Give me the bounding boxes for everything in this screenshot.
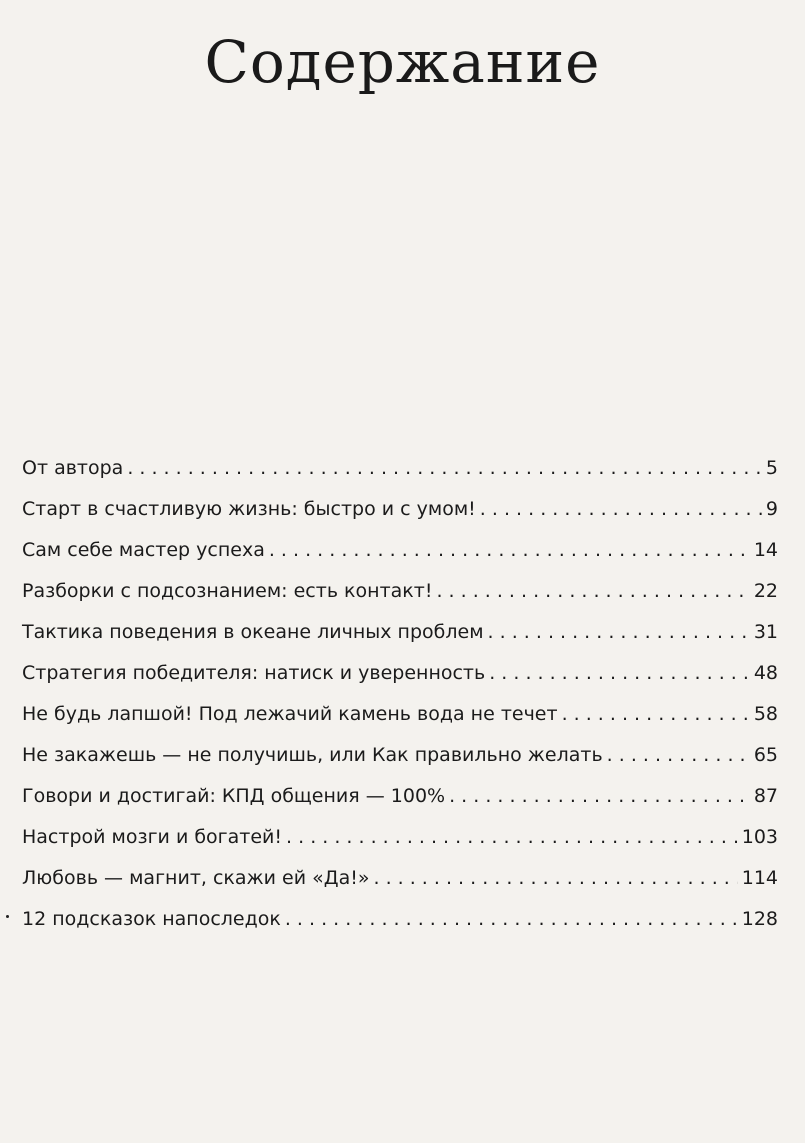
- toc-entry-page: 5: [765, 457, 778, 479]
- toc-entry: [22, 776, 778, 817]
- toc-entry: [22, 612, 778, 653]
- toc-entry-page: 31: [753, 621, 778, 643]
- toc-entry-title: 12 подсказок напоследок: [22, 908, 281, 930]
- toc-entry: [22, 448, 778, 489]
- toc-entry: [22, 653, 778, 694]
- ink-speck: [6, 915, 9, 918]
- toc-entry-title: Не будь лапшой! Под лежачий камень вода не течет: [22, 703, 558, 725]
- toc-entry-title: От автора: [22, 457, 124, 479]
- toc-entry: [22, 735, 778, 776]
- toc-entry-page: 48: [753, 662, 778, 684]
- toc-entry-page: 14: [753, 539, 778, 561]
- dot-leader: [373, 858, 737, 899]
- toc-entry-page: 9: [765, 498, 778, 520]
- toc-entry-page: 65: [753, 744, 778, 766]
- toc-entry: [22, 858, 778, 899]
- toc-entry-title: Не закажешь — не получишь, или Как правильно желать: [22, 744, 603, 766]
- toc-entry-page: 114: [741, 867, 778, 889]
- toc-entry-title: Сам себе мастер успеха: [22, 539, 265, 561]
- dot-leader: [489, 653, 750, 694]
- dot-leader: [480, 489, 762, 530]
- toc-entry-page: 58: [753, 703, 778, 725]
- toc-entry: [22, 571, 778, 612]
- toc-entry-title: Старт в счастливую жизнь: быстро и с умом!: [22, 498, 476, 520]
- toc-entry-page: 103: [741, 826, 778, 848]
- toc-entry-title: Стратегия победителя: натиск и уверенность: [22, 662, 486, 684]
- dot-leader: [607, 735, 750, 776]
- dot-leader: [269, 530, 750, 571]
- toc-entry: [22, 899, 778, 940]
- dot-leader: [436, 571, 749, 612]
- toc-entry-title: Говори и достигай: КПД общения — 100%: [22, 785, 446, 807]
- toc-entry-title: Тактика поведения в океане личных проблем: [22, 621, 484, 643]
- dot-leader: [127, 448, 762, 489]
- toc-entry: [22, 817, 778, 858]
- toc-entry-title: Любовь — магнит, скажи ей «Да!»: [22, 867, 370, 889]
- toc-entry-title: Разборки с подсознанием: есть контакт!: [22, 580, 433, 602]
- dot-leader: [286, 817, 738, 858]
- toc-entry-page: 87: [753, 785, 778, 807]
- dot-leader: [562, 694, 750, 735]
- toc-entry: [22, 489, 778, 530]
- toc-entry-title: Настрой мозги и богатей!: [22, 826, 283, 848]
- dot-leader: [488, 612, 750, 653]
- toc-entry-page: 22: [753, 580, 778, 602]
- page-title: Содержание: [204, 28, 601, 96]
- dot-leader: [285, 899, 738, 940]
- dot-leader: [449, 776, 750, 817]
- toc-entry: [22, 694, 778, 735]
- toc-entry: [22, 530, 778, 571]
- table-of-contents: [22, 448, 778, 940]
- toc-entry-page: 128: [741, 908, 778, 930]
